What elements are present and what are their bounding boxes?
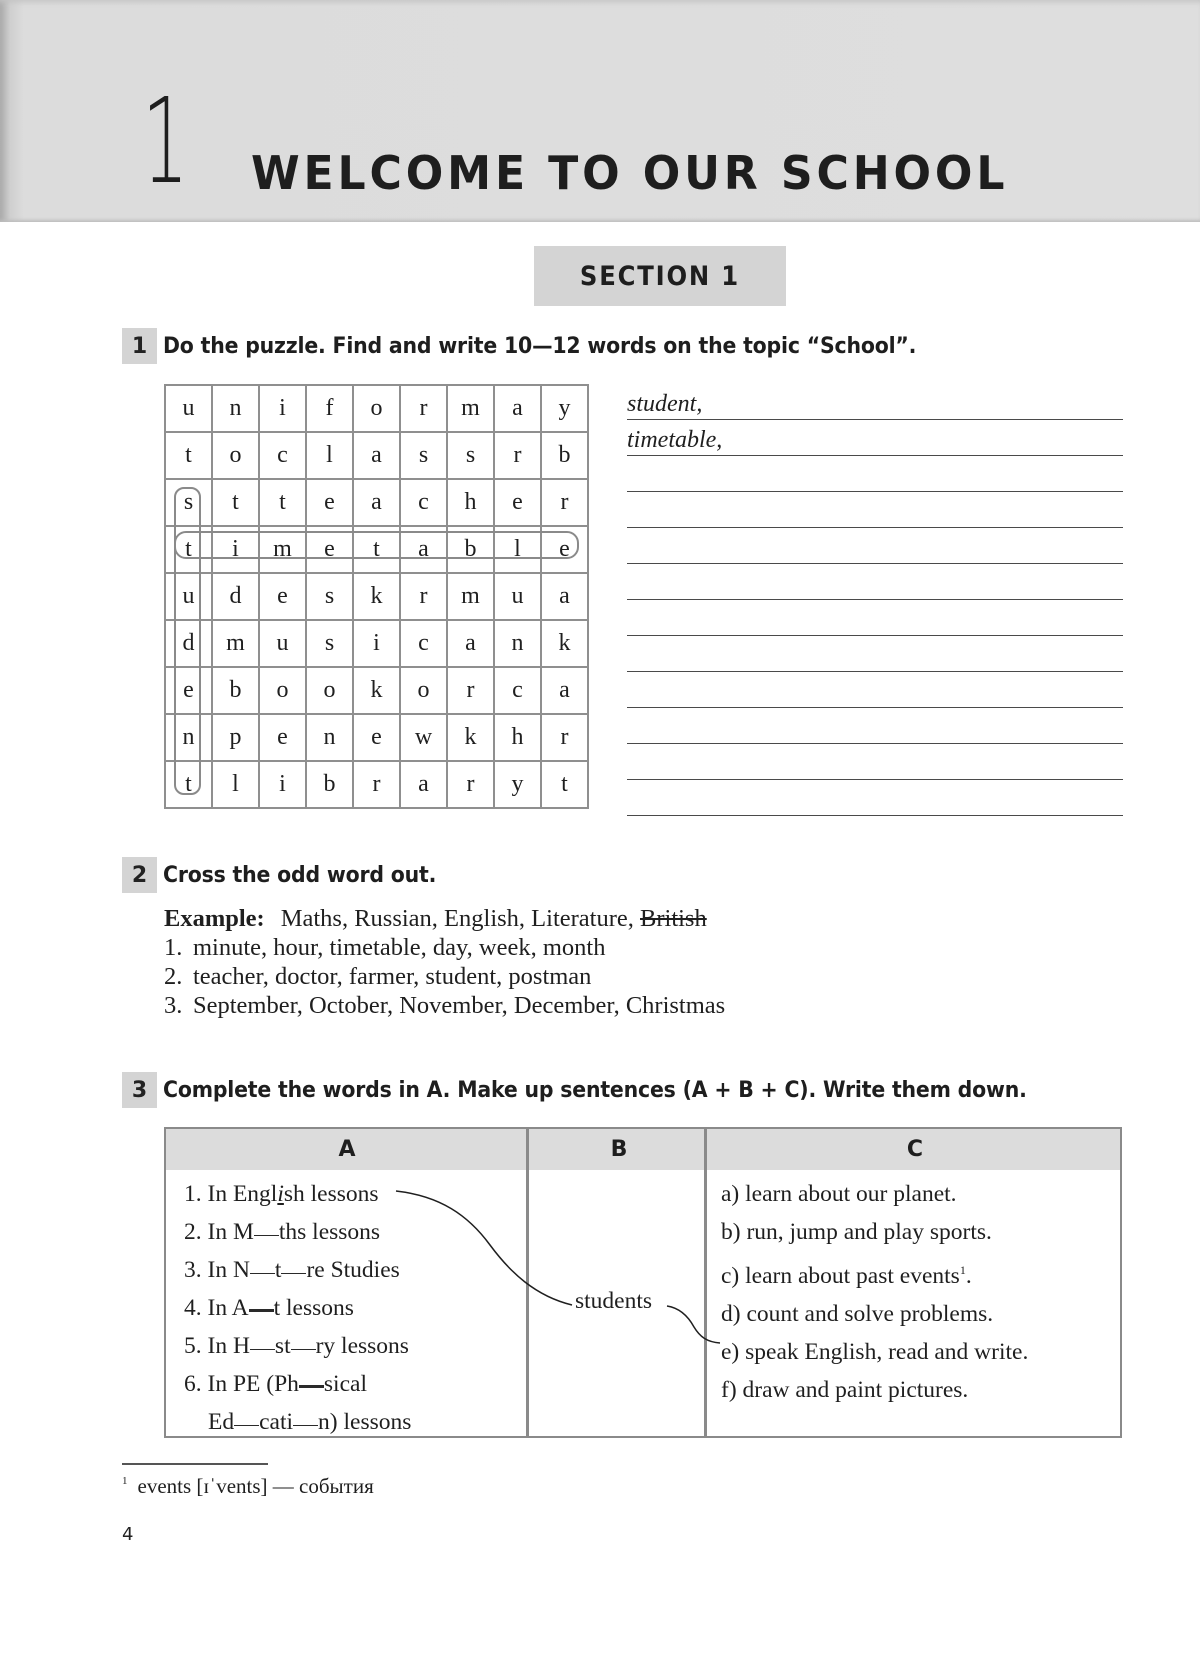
grid-cell[interactable]: m: [447, 385, 494, 432]
grid-cell[interactable]: m: [259, 526, 306, 573]
grid-cell[interactable]: o: [400, 667, 447, 714]
page-number: 4: [122, 1524, 134, 1545]
exercise-number: 3: [122, 1072, 157, 1108]
grid-cell[interactable]: s: [447, 432, 494, 479]
answer-line[interactable]: [627, 636, 1123, 672]
circled-word-timetable: [174, 531, 579, 559]
grid-cell[interactable]: c: [400, 479, 447, 526]
grid-cell[interactable]: a: [494, 385, 541, 432]
exercise-2-body: [164, 904, 725, 1020]
c-item-e: e) speak English, read and write.: [721, 1338, 1029, 1365]
grid-cell[interactable]: k: [353, 667, 400, 714]
grid-cell[interactable]: t: [165, 432, 212, 479]
c-item-a: a) learn about our planet.: [721, 1181, 957, 1207]
a-item-6: 6. In PE (Ph sical: [184, 1371, 367, 1397]
column-divider: [526, 1129, 529, 1436]
exercise-1-heading: [122, 328, 973, 364]
letter-blank[interactable]: [291, 1349, 316, 1350]
grid-cell[interactable]: r: [447, 667, 494, 714]
answer-lines: [627, 384, 1123, 816]
letter-blank[interactable]: [293, 1425, 318, 1426]
word-list[interactable]: teacher, doctor, farmer, student, postman: [193, 963, 592, 990]
grid-cell[interactable]: e: [259, 714, 306, 761]
grid-cell[interactable]: n: [165, 714, 212, 761]
grid-cell[interactable]: e: [306, 479, 353, 526]
a-item-4: 4. In A t lessons: [184, 1295, 354, 1321]
grid-cell[interactable]: w: [400, 714, 447, 761]
grid-cell[interactable]: o: [353, 385, 400, 432]
grid-cell[interactable]: e: [494, 479, 541, 526]
grid-cell[interactable]: l: [212, 761, 259, 808]
letter-blank[interactable]: [234, 1425, 259, 1426]
grid-cell[interactable]: l: [494, 526, 541, 573]
letter-blank[interactable]: [281, 1273, 306, 1274]
footnote-mark[interactable]: 1: [959, 1263, 966, 1277]
grid-cell[interactable]: b: [447, 526, 494, 573]
example-label: Example:: [164, 905, 265, 932]
grid-cell[interactable]: t: [165, 526, 212, 573]
column-header-a: A: [338, 1137, 356, 1162]
a-item-6-continued: Ed cati n) lessons: [208, 1409, 412, 1435]
grid-cell[interactable]: m: [447, 573, 494, 620]
grid-row: [165, 573, 588, 620]
grid-cell[interactable]: s: [306, 620, 353, 667]
a-item-5: 5. In H st ry lessons: [184, 1333, 409, 1359]
b-word-students: students: [575, 1288, 653, 1314]
grid-cell[interactable]: t: [165, 761, 212, 808]
chapter-number: 1: [142, 72, 189, 210]
list-item: 1. minute, hour, timetable, day, week, month: [164, 934, 606, 961]
answer-line[interactable]: [627, 600, 1123, 636]
grid-cell[interactable]: n: [212, 385, 259, 432]
c-item-d: d) count and solve problems.: [721, 1300, 994, 1327]
grid-cell[interactable]: o: [212, 432, 259, 479]
answer-line[interactable]: [627, 564, 1123, 600]
grid-cell[interactable]: r: [447, 761, 494, 808]
grid-cell[interactable]: t: [541, 761, 588, 808]
grid-cell[interactable]: p: [212, 714, 259, 761]
grid-cell[interactable]: f: [306, 385, 353, 432]
grid-cell[interactable]: t: [259, 479, 306, 526]
grid-cell[interactable]: u: [165, 385, 212, 432]
section-label: SECTION 1: [579, 260, 741, 292]
column-a-items: [184, 1175, 411, 1441]
exercise-instruction: Cross the odd word out.: [163, 862, 437, 888]
footnote: $^1$ events [ɪˈvents] — события: [122, 1474, 374, 1498]
grid-cell[interactable]: c: [259, 432, 306, 479]
answer-text: student,: [627, 391, 703, 417]
grid-cell[interactable]: c: [400, 620, 447, 667]
answer-line[interactable]: [627, 780, 1123, 816]
grid-cell[interactable]: a: [353, 479, 400, 526]
chapter-title: WELCOME TO OUR SCHOOL: [251, 146, 1009, 200]
grid-cell[interactable]: o: [306, 667, 353, 714]
grid-cell[interactable]: h: [494, 714, 541, 761]
grid-cell[interactable]: e: [165, 667, 212, 714]
grid-cell[interactable]: k: [447, 714, 494, 761]
letter-blank[interactable]: [249, 1309, 274, 1312]
grid-cell[interactable]: y: [541, 385, 588, 432]
grid-cell[interactable]: s: [306, 573, 353, 620]
answer-line[interactable]: [627, 744, 1123, 780]
a-item-1: 1. In English lessons: [184, 1181, 379, 1207]
section-badge: [534, 246, 786, 306]
column-divider: [704, 1129, 707, 1436]
column-c-items: [721, 1175, 1028, 1409]
grid-row: [165, 667, 588, 714]
grid-cell[interactable]: b: [541, 432, 588, 479]
grid-row: [165, 479, 588, 526]
letter-blank[interactable]: [254, 1235, 279, 1236]
exercise-3-heading: [122, 1072, 1092, 1108]
grid-row: [165, 714, 588, 761]
word-list[interactable]: minute, hour, timetable, day, week, month: [193, 934, 606, 961]
grid-cell[interactable]: a: [400, 526, 447, 573]
list-item: 2. teacher, doctor, farmer, student, postman: [164, 963, 592, 990]
word-search-grid: [164, 384, 589, 809]
answer-line[interactable]: [627, 384, 1123, 420]
column-header-b: B: [610, 1137, 628, 1162]
answer-line[interactable]: [627, 528, 1123, 564]
grid-cell[interactable]: n: [494, 620, 541, 667]
answer-line[interactable]: [627, 492, 1123, 528]
c-item-f: f) draw and paint pictures.: [721, 1376, 969, 1403]
grid-cell[interactable]: a: [541, 573, 588, 620]
footnote-rule: [122, 1463, 268, 1465]
example-crossed-word: British: [640, 905, 707, 932]
letter-blank[interactable]: [250, 1349, 275, 1350]
grid-cell[interactable]: o: [259, 667, 306, 714]
grid-cell[interactable]: r: [400, 385, 447, 432]
exercise-instruction: Complete the words in A. Make up sentences (A + B + C). Write them down.: [163, 1077, 1027, 1103]
grid-row: [165, 620, 588, 667]
c-item-b: b) run, jump and play sports.: [721, 1219, 992, 1245]
matching-table: [164, 1127, 1122, 1438]
answer-line[interactable]: [627, 708, 1123, 744]
filled-letter: i: [277, 1181, 284, 1207]
letter-blank[interactable]: [299, 1385, 324, 1388]
a-item-2: 2. In M ths lessons: [184, 1219, 381, 1245]
grid-cell[interactable]: i: [259, 385, 306, 432]
grid-cell[interactable]: y: [494, 761, 541, 808]
grid-row: [165, 761, 588, 808]
grid-cell[interactable]: t: [353, 526, 400, 573]
grid-cell[interactable]: u: [165, 573, 212, 620]
grid-cell[interactable]: i: [212, 526, 259, 573]
grid-cell[interactable]: a: [541, 667, 588, 714]
grid-cell[interactable]: r: [494, 432, 541, 479]
grid-cell[interactable]: k: [541, 620, 588, 667]
grid-cell[interactable]: b: [306, 761, 353, 808]
grid-cell[interactable]: u: [494, 573, 541, 620]
grid-cell[interactable]: e: [259, 573, 306, 620]
grid-cell[interactable]: e: [541, 526, 588, 573]
grid-cell[interactable]: a: [353, 432, 400, 479]
exercise-2-heading: [122, 857, 457, 893]
grid-cell[interactable]: n: [306, 714, 353, 761]
grid-cell[interactable]: b: [212, 667, 259, 714]
grid-cell[interactable]: d: [165, 620, 212, 667]
example-row: [164, 904, 725, 933]
grid-cell[interactable]: i: [353, 620, 400, 667]
c-item-c: c) learn about past events$^1$.: [721, 1262, 972, 1289]
grid-row: [165, 432, 588, 479]
answer-text: timetable,: [627, 427, 723, 453]
example-words: Maths, Russian, English, Literature,: [280, 905, 634, 932]
grid-cell[interactable]: k: [353, 573, 400, 620]
column-header-c: C: [906, 1137, 924, 1162]
grid-cell[interactable]: r: [541, 714, 588, 761]
answer-line[interactable]: [627, 672, 1123, 708]
grid-cell[interactable]: l: [306, 432, 353, 479]
grid-cell[interactable]: r: [541, 479, 588, 526]
grid-cell[interactable]: r: [353, 761, 400, 808]
exercise-number: 1: [122, 328, 157, 364]
list-item: 3. September, October, November, December, Christmas: [164, 992, 726, 1019]
grid-cell[interactable]: t: [212, 479, 259, 526]
grid-cell[interactable]: e: [306, 526, 353, 573]
a-item-3: 3. In N t re Studies: [184, 1257, 400, 1283]
grid-cell[interactable]: i: [259, 761, 306, 808]
answer-line[interactable]: [627, 420, 1123, 456]
grid-cell[interactable]: r: [400, 573, 447, 620]
answer-line[interactable]: [627, 456, 1123, 492]
grid-cell[interactable]: s: [400, 432, 447, 479]
grid-cell[interactable]: a: [400, 761, 447, 808]
grid-cell[interactable]: u: [259, 620, 306, 667]
letter-blank[interactable]: [250, 1273, 275, 1274]
grid-cell[interactable]: h: [447, 479, 494, 526]
grid-row: [165, 385, 588, 432]
grid-cell[interactable]: e: [353, 714, 400, 761]
exercise-instruction: Do the puzzle. Find and write 10—12 words on the topic “School”.: [163, 333, 917, 359]
grid-cell[interactable]: s: [165, 479, 212, 526]
grid-cell[interactable]: d: [212, 573, 259, 620]
grid-cell[interactable]: a: [447, 620, 494, 667]
exercise-number: 2: [122, 857, 157, 893]
word-list[interactable]: September, October, November, December, Christmas: [193, 992, 726, 1019]
grid-cell[interactable]: m: [212, 620, 259, 667]
grid-cell[interactable]: c: [494, 667, 541, 714]
